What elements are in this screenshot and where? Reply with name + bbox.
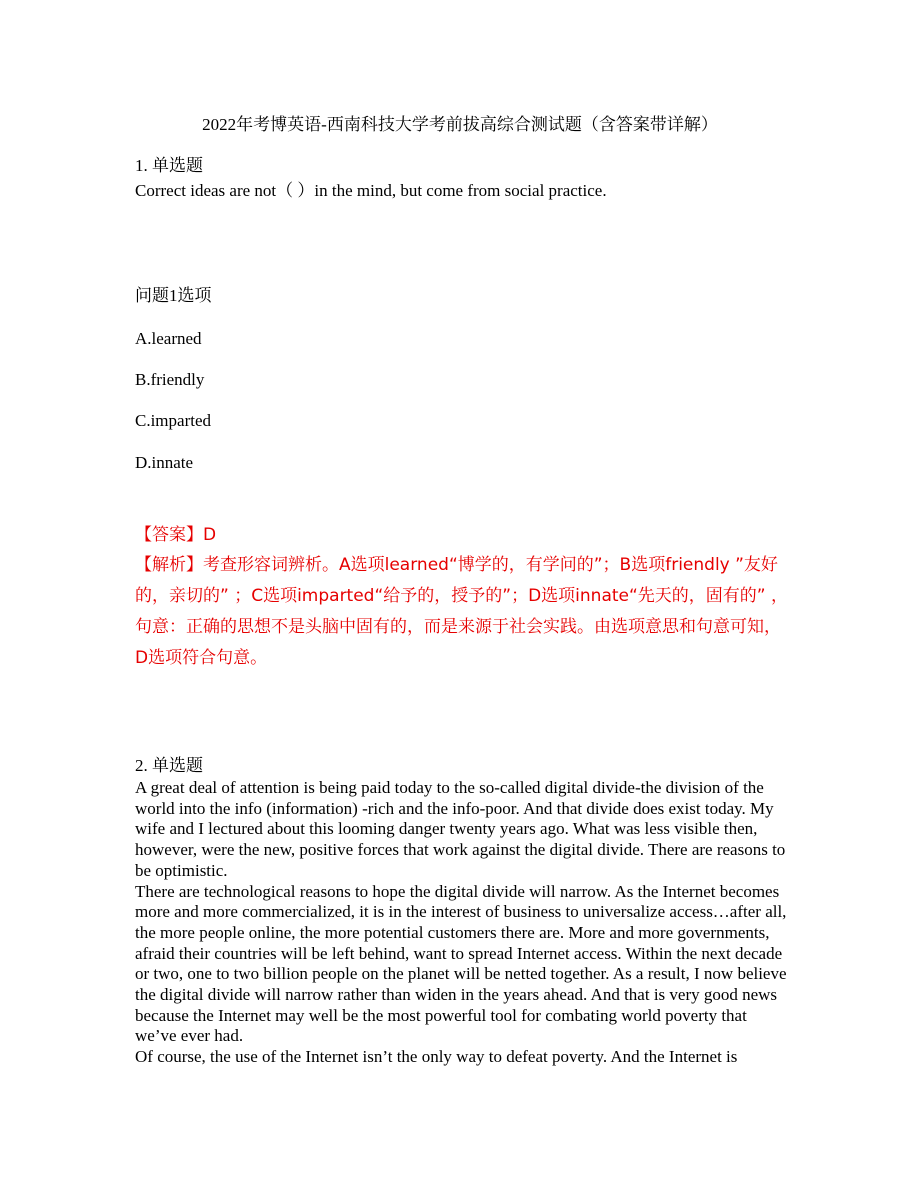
question-1-header: 1. 单选题 bbox=[135, 156, 203, 175]
question-1-stem: Correct ideas are not（ ）in the mind, but come from social practice. bbox=[135, 181, 607, 200]
option-a: A.learned bbox=[135, 329, 202, 348]
answer-label: 【答案】D bbox=[135, 525, 217, 545]
document-title: 2022年考博英语-西南科技大学考前拔高综合测试题（含答案带详解） bbox=[202, 115, 718, 134]
answer-analysis: 【解析】考查形容词辨析。A选项learned“博学的，有学问的”；B选项friendly ”友好的，亲切的” ；C选项imparted“给予的，授予的”；D选项innate“先天的，固有的” ，句意：正确的思想不是头脑中固有的，而是来源于社会实践。由选项意思和句意可知，D选项符合句意。 bbox=[135, 555, 789, 668]
passage-paragraph: There are technological reasons to hope the digital divide will narrow. As the Internet becomes more and more commercialized, it is in the interest of business to universalize access…after all, the more people online, the more potential customers there are. More and more governments, afraid their countries will be left behind, want to spread Internet access. Within the next decade or two, one to two billion people on the planet will be netted together. As a result, I now believe the digital divide will narrow rather than widen in the years ahead. And that is very good news because the Internet may well be the most powerful tool for combating world poverty that we’ve ever had. bbox=[135, 881, 787, 1046]
passage-paragraph: Of course, the use of the Internet isn’t the only way to defeat poverty. And the Internet is bbox=[135, 1047, 738, 1067]
question-2-passage bbox=[135, 778, 790, 1068]
option-d: D.innate bbox=[135, 453, 194, 472]
passage-paragraph: A great deal of attention is being paid today to the so-called digital divide-the division of the world into the info (information) -rich and the info-poor. And that divide does exist today. My wife and I lectured about this looming danger twenty years ago. What was less visible then, however, were the new, positive forces that work against the digital divide. There are reasons to be optimistic. bbox=[135, 778, 786, 880]
question-1-options-header: 问题1选项 bbox=[135, 286, 212, 305]
option-c: C.imparted bbox=[135, 411, 212, 430]
question-2-header: 2. 单选题 bbox=[135, 756, 203, 775]
option-b: B.friendly bbox=[135, 370, 205, 389]
